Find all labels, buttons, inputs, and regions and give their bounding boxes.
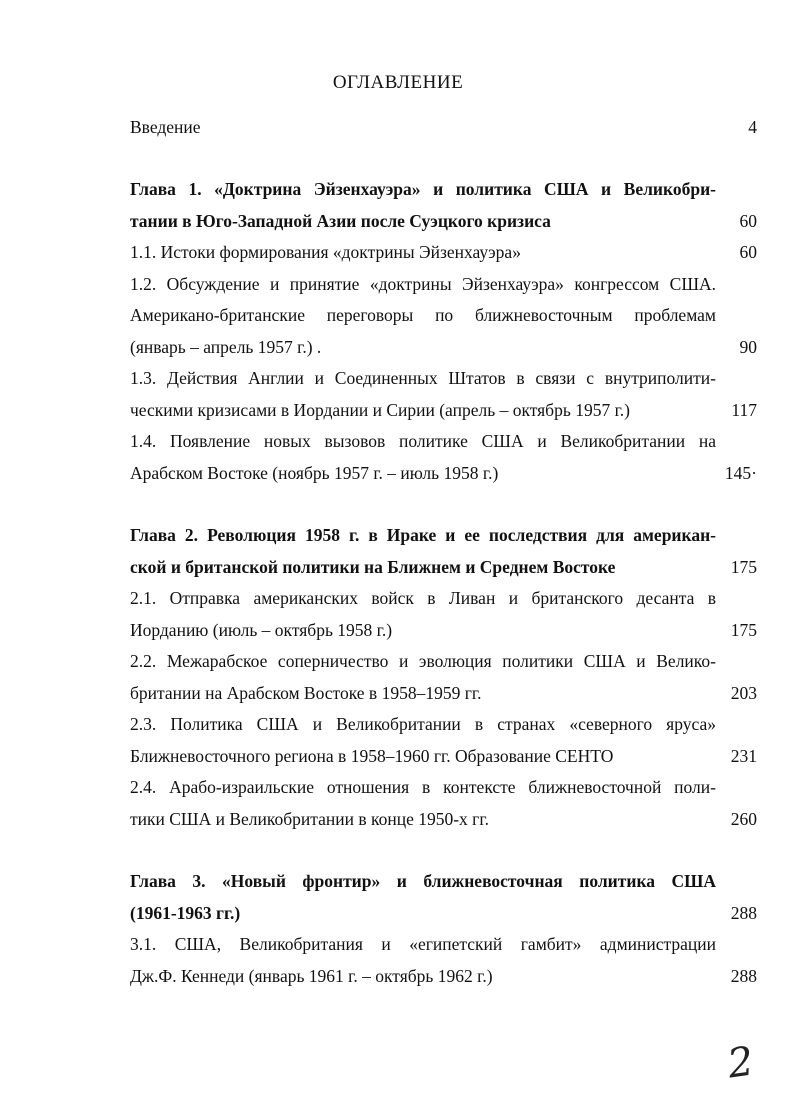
chapter-2-title-line-1: Глава 2. Революция 1958 г. в Ираке и ее последствия для американ- — [130, 525, 716, 545]
chapter-3-title-line-1: Глава 3. «Новый фронтир» и ближневосточная политика США — [130, 871, 716, 891]
section-3-1-line-2: Дж.Ф. Кеннеди (январь 1961 г. – октябрь 1962 г.) — [130, 966, 493, 986]
section-1-2-line-1: 1.2. Обсуждение и принятие «доктрины Эйзенхауэра» конгрессом США. — [130, 274, 716, 294]
section-1-1-page: 60 — [739, 242, 757, 262]
section-1-4-page: 145· — [724, 463, 757, 483]
section-2-3-page: 231 — [730, 746, 757, 766]
chapter-1-title-line-1: Глава 1. «Доктрина Эйзенхауэра» и политика США и Великобри- — [130, 179, 716, 199]
section-2-2-line-2: британии на Арабском Востоке в 1958–1959 гг. — [130, 683, 482, 703]
section-1-4-line-2: Арабском Востоке (ноябрь 1957 г. – июль 1958 г.) — [130, 463, 499, 483]
section-2-1-page: 175 — [730, 620, 757, 640]
section-1-3-page: 117 — [731, 400, 757, 420]
section-1-2-line-2: Американо-британские переговоры по ближневосточным проблемам — [130, 305, 716, 325]
page-title: ОГЛАВЛЕНИЕ — [332, 72, 464, 93]
section-2-2-page: 203 — [730, 683, 757, 703]
section-3-1-line-1: 3.1. США, Великобритания и «египетский гамбит» администрации — [130, 934, 716, 954]
chapter-3-page: 288 — [730, 903, 757, 923]
section-1-3-line-1: 1.3. Действия Англии и Соединенных Штатов в связи с внутриполити- — [130, 368, 716, 388]
chapter-1-title-line-2: тании в Юго-Западной Азии после Суэцкого кризиса — [130, 211, 551, 231]
chapter-2-page: 175 — [730, 557, 757, 577]
section-1-2-page: 90 — [739, 337, 757, 357]
section-1-4-line-1: 1.4. Появление новых вызовов политике США и Великобритании на — [130, 431, 716, 451]
section-2-2-line-1: 2.2. Межарабское соперничество и эволюция политики США и Велико- — [130, 651, 716, 671]
chapter-3-title-line-2: (1961-1963 гг.) — [130, 903, 241, 923]
handwritten-page-number: 2 — [724, 1038, 757, 1088]
section-1-1: 1.1. Истоки формирования «доктрины Эйзенхауэра» — [130, 242, 521, 262]
section-3-1-page: 288 — [730, 966, 757, 986]
section-2-4-line-1: 2.4. Арабо-израильские отношения в контексте ближневосточной поли- — [130, 777, 716, 797]
section-2-4-page: 260 — [730, 809, 757, 829]
intro-page: 4 — [748, 117, 757, 137]
section-2-1-line-1: 2.1. Отправка американских войск в Ливан и британского десанта в — [130, 588, 716, 608]
section-2-3-line-2: Ближневосточного региона в 1958–1960 гг. Образование СЕНТО — [130, 746, 614, 766]
section-1-3-line-2: ческими кризисами в Иордании и Сирии (апрель – октябрь 1957 г.) — [130, 400, 630, 420]
section-1-2-line-3: (январь – апрель 1957 г.) . — [130, 337, 322, 357]
intro-label: Введение — [130, 117, 201, 137]
section-2-3-line-1: 2.3. Политика США и Великобритании в странах «северного яруса» — [130, 714, 716, 734]
chapter-2-title-line-2: ской и британской политики на Ближнем и Среднем Востоке — [130, 557, 616, 577]
section-2-4-line-2: тики США и Великобритании в конце 1950-х гг. — [130, 809, 489, 829]
chapter-1-page: 60 — [739, 211, 757, 231]
section-2-1-line-2: Иорданию (июль – октябрь 1958 г.) — [130, 620, 393, 640]
